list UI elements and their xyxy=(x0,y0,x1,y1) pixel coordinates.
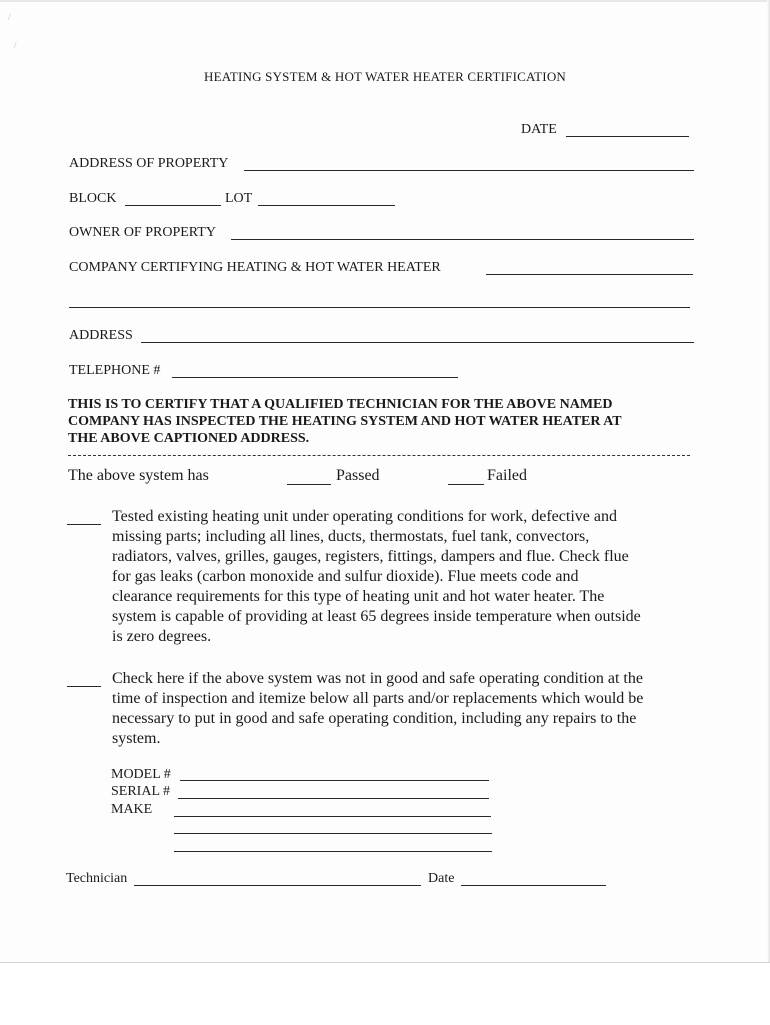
dashed-divider xyxy=(68,455,690,456)
certification-line: THIS IS TO CERTIFY THAT A QUALIFIED TECHNICIAN FOR THE ABOVE NAMED xyxy=(68,397,613,412)
paragraph-line: radiators, valves, grilles, gauges, registers, fittings, dampers and flue. Check flue xyxy=(112,548,629,565)
failed-checkbox[interactable] xyxy=(448,484,484,485)
serial-label: SERIAL # xyxy=(111,784,170,799)
block-label: BLOCK xyxy=(69,191,117,206)
company-label: COMPANY CERTIFYING HEATING & HOT WATER HEATER xyxy=(69,260,441,275)
company-field-continued[interactable] xyxy=(69,307,690,308)
technician-field[interactable] xyxy=(134,885,421,886)
paragraph-line: necessary to put in good and safe operating condition, including any repairs to the xyxy=(112,710,637,727)
failed-label: Failed xyxy=(487,467,527,484)
scan-edge-top xyxy=(0,0,770,2)
make-label: MAKE xyxy=(111,802,153,817)
passed-checkbox[interactable] xyxy=(287,484,331,485)
model-label: MODEL # xyxy=(111,767,171,782)
scan-mark: / xyxy=(14,40,17,50)
address-of-property-label: ADDRESS OF PROPERTY xyxy=(69,156,229,171)
telephone-field[interactable] xyxy=(172,377,458,378)
paragraph-line: system is capable of providing at least 65 degrees inside temperature when outside xyxy=(112,608,641,625)
address-field[interactable] xyxy=(141,342,694,343)
paragraph-line: time of inspection and itemize below all parts and/or replacements which would be xyxy=(112,690,644,707)
date-field[interactable] xyxy=(566,136,689,137)
paragraph-line: Check here if the above system was not in good and safe operating condition at the xyxy=(112,670,643,687)
tested-paragraph xyxy=(112,507,641,647)
scan-mark: / xyxy=(8,12,11,22)
company-field[interactable] xyxy=(486,274,693,275)
serial-field[interactable] xyxy=(178,798,489,799)
scan-bottom-strip xyxy=(0,962,770,1025)
paragraph-line: missing parts; including all lines, ducts, thermostats, fuel tank, convectors, xyxy=(112,528,590,545)
address-of-property-field[interactable] xyxy=(244,170,694,171)
lot-label: LOT xyxy=(225,191,253,206)
lot-field[interactable] xyxy=(258,205,395,206)
paragraph-line: for gas leaks (carbon monoxide and sulfur dioxide). Flue meets code and xyxy=(112,568,579,585)
check-paragraph xyxy=(112,669,643,749)
date-label: DATE xyxy=(521,122,557,137)
bottom-date-field[interactable] xyxy=(461,885,606,886)
tested-checkbox[interactable] xyxy=(67,524,101,525)
paragraph-line: system. xyxy=(112,730,161,747)
form-title: HEATING SYSTEM & HOT WATER HEATER CERTIFICATION xyxy=(203,69,567,84)
not-good-condition-checkbox[interactable] xyxy=(67,686,101,687)
owner-label: OWNER OF PROPERTY xyxy=(69,225,216,240)
certification-line: THE ABOVE CAPTIONED ADDRESS. xyxy=(68,431,310,446)
bottom-date-label: Date xyxy=(428,871,455,886)
make-field[interactable] xyxy=(174,816,491,817)
make-field-line-3[interactable] xyxy=(174,851,492,852)
owner-field[interactable] xyxy=(231,239,694,240)
technician-label: Technician xyxy=(66,871,128,886)
make-field-line-2[interactable] xyxy=(174,833,492,834)
paragraph-line: Tested existing heating unit under operating conditions for work, defective and xyxy=(112,508,617,525)
block-field[interactable] xyxy=(125,205,221,206)
passed-label: Passed xyxy=(336,467,380,484)
certification-statement xyxy=(68,396,708,447)
paragraph-line: clearance requirements for this type of heating unit and hot water heater. The xyxy=(112,588,605,605)
model-field[interactable] xyxy=(180,780,489,781)
system-has-label: The above system has xyxy=(68,467,209,484)
telephone-label: TELEPHONE # xyxy=(69,363,161,378)
address-label: ADDRESS xyxy=(69,328,133,343)
certification-line: COMPANY HAS INSPECTED THE HEATING SYSTEM AND HOT WATER HEATER AT xyxy=(68,414,622,429)
paragraph-line: is zero degrees. xyxy=(112,628,212,645)
